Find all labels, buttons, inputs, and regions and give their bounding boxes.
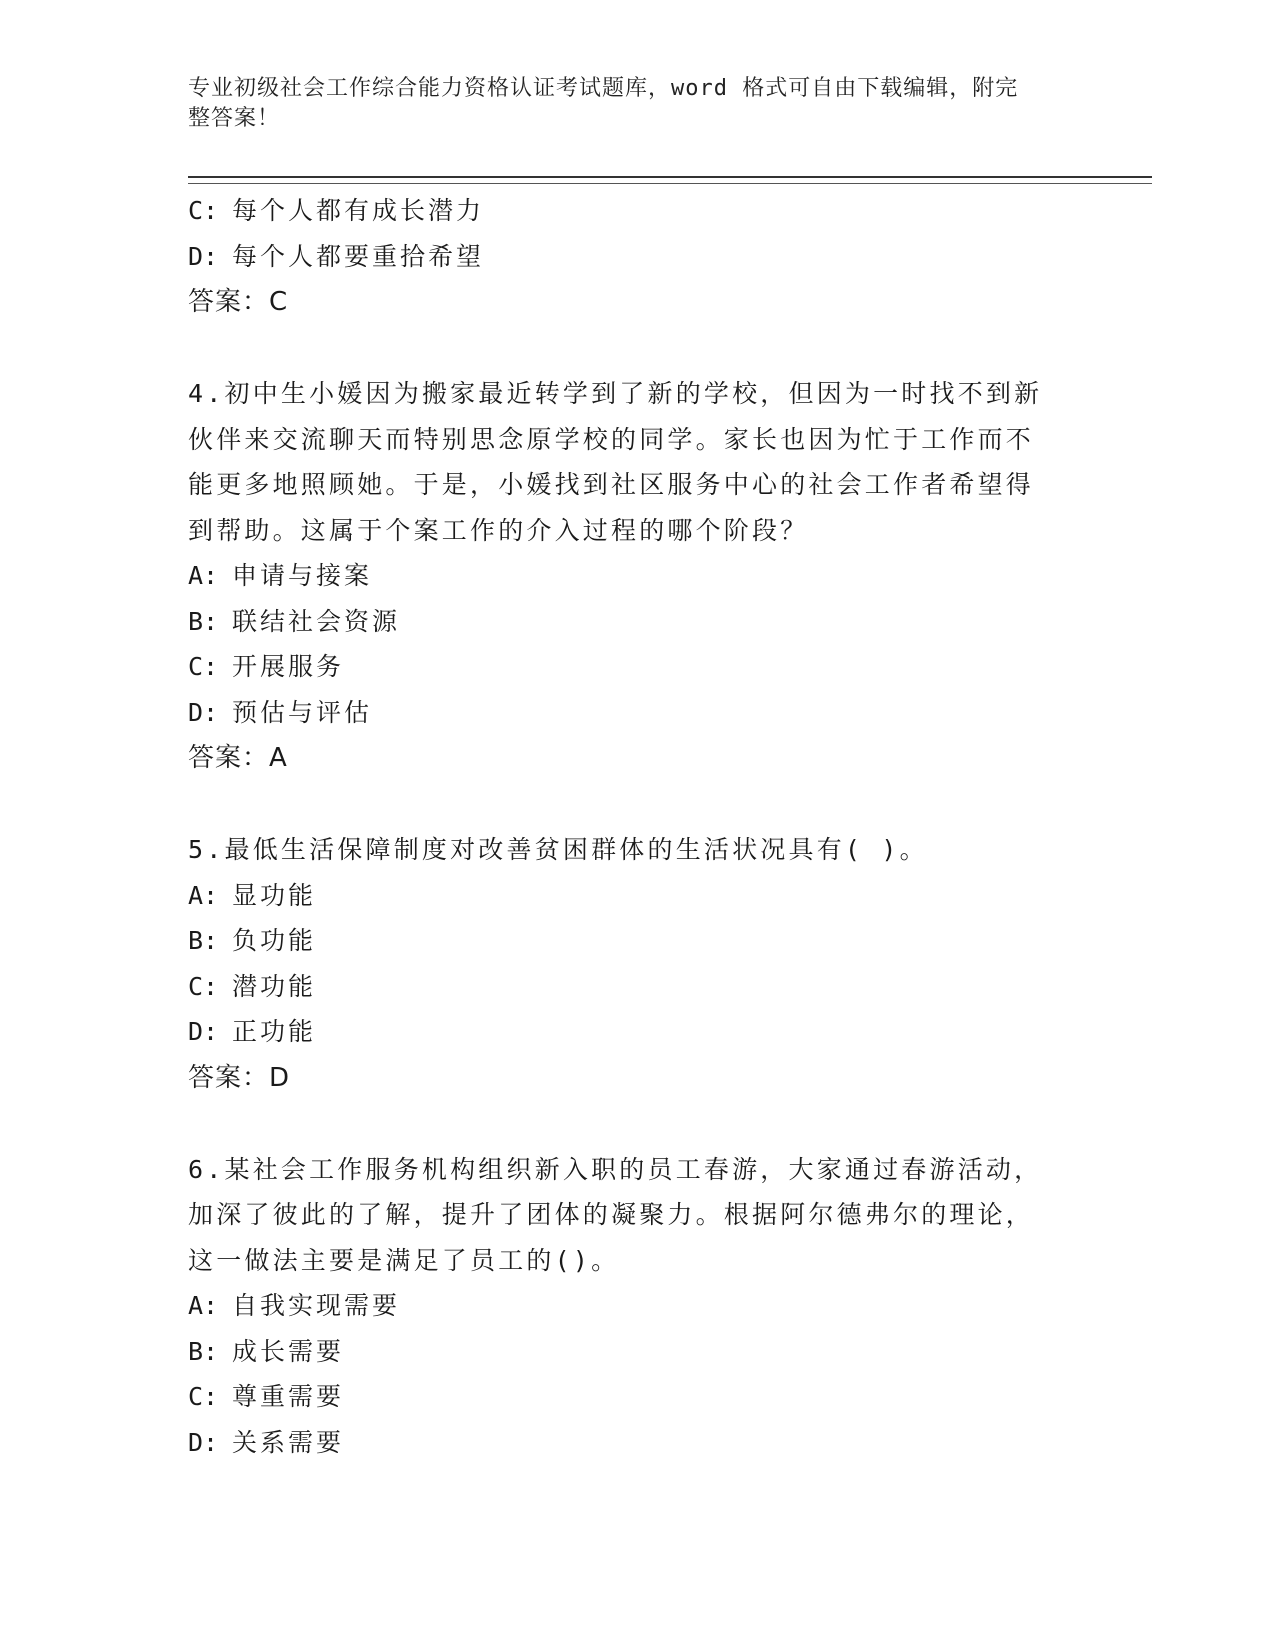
question-text-line: 4.初中生小媛因为搬家最近转学到了新的学校，但因为一时找不到新 bbox=[188, 379, 1043, 408]
option-text: 负功能 bbox=[232, 926, 317, 955]
option-c bbox=[188, 644, 1088, 690]
option-key: A: bbox=[188, 1291, 219, 1320]
option-text: 预估与评估 bbox=[232, 697, 373, 727]
header-divider-thin bbox=[188, 183, 1152, 184]
option-d bbox=[188, 1009, 1088, 1055]
option-d bbox=[188, 234, 1088, 280]
question-text-line: 5.最低生活保障制度对改善贫困群体的生活状况具有( )。 bbox=[188, 835, 928, 864]
question-4 bbox=[188, 371, 1088, 781]
header-line-1: 专业初级社会工作综合能力资格认证考试题库，word 格式可自由下载编辑，附完 bbox=[188, 76, 1019, 101]
document-header bbox=[188, 74, 1068, 134]
option-text: 联结社会资源 bbox=[232, 606, 401, 636]
option-text: 开展服务 bbox=[232, 652, 345, 681]
option-text: 每个人都要重拾希望 bbox=[232, 241, 485, 271]
header-line-2: 整答案！ bbox=[188, 106, 281, 131]
spacer bbox=[188, 325, 1088, 371]
option-key: B: bbox=[188, 1336, 219, 1366]
option-text: 自我实现需要 bbox=[232, 1291, 401, 1320]
option-key: B: bbox=[188, 926, 219, 955]
option-key: D: bbox=[188, 1427, 219, 1457]
question-text-line: 伙伴来交流聊天而特别思念原学校的同学。家长也因为忙于工作而不 bbox=[188, 424, 1035, 454]
option-text: 成长需要 bbox=[232, 1336, 345, 1366]
spacer bbox=[188, 781, 1088, 827]
answer: 答案：D bbox=[188, 1062, 291, 1093]
question-6 bbox=[188, 1147, 1088, 1466]
question-text-line: 能更多地照顾她。于是，小媛找到社区服务中心的社会工作者希望得 bbox=[188, 470, 1035, 499]
option-key: A: bbox=[188, 880, 219, 910]
option-b bbox=[188, 1329, 1088, 1375]
option-b bbox=[188, 918, 1088, 964]
answer: 答案：A bbox=[188, 743, 288, 773]
option-key: C: bbox=[188, 196, 219, 225]
option-a bbox=[188, 873, 1088, 919]
question-text-line: 加深了彼此的了解，提升了团体的凝聚力。根据阿尔德弗尔的理论， bbox=[188, 1200, 1035, 1229]
question-text-line: 这一做法主要是满足了员工的()。 bbox=[188, 1245, 620, 1275]
option-b bbox=[188, 599, 1088, 645]
option-key: D: bbox=[188, 1017, 219, 1046]
option-d bbox=[188, 690, 1088, 736]
question-content bbox=[188, 188, 1088, 1465]
option-c bbox=[188, 964, 1088, 1010]
option-c bbox=[188, 188, 1088, 234]
option-text: 显功能 bbox=[232, 880, 317, 910]
option-key: B: bbox=[188, 606, 219, 636]
spacer bbox=[188, 1101, 1088, 1147]
question-text-line: 到帮助。这属于个案工作的介入过程的哪个阶段？ bbox=[188, 515, 809, 545]
answer: 答案：C bbox=[188, 287, 289, 317]
option-text: 关系需要 bbox=[232, 1427, 345, 1457]
option-text: 申请与接案 bbox=[232, 561, 373, 590]
option-a bbox=[188, 1283, 1088, 1329]
question-text-line: 6.某社会工作服务机构组织新入职的员工春游，大家通过春游活动， bbox=[188, 1154, 1043, 1184]
option-text: 正功能 bbox=[232, 1017, 317, 1046]
header-divider-thick bbox=[188, 176, 1152, 178]
option-text: 每个人都有成长潜力 bbox=[232, 196, 485, 225]
option-key: D: bbox=[188, 697, 219, 727]
question-3-continuation bbox=[188, 188, 1088, 325]
option-key: C: bbox=[188, 971, 219, 1001]
option-text: 尊重需要 bbox=[232, 1382, 345, 1411]
option-key: C: bbox=[188, 652, 219, 681]
question-5 bbox=[188, 827, 1088, 1101]
option-key: C: bbox=[188, 1382, 219, 1411]
option-key: D: bbox=[188, 241, 219, 271]
option-d bbox=[188, 1420, 1088, 1466]
option-text: 潜功能 bbox=[232, 971, 317, 1001]
option-key: A: bbox=[188, 561, 219, 590]
option-c bbox=[188, 1374, 1088, 1420]
option-a bbox=[188, 553, 1088, 599]
